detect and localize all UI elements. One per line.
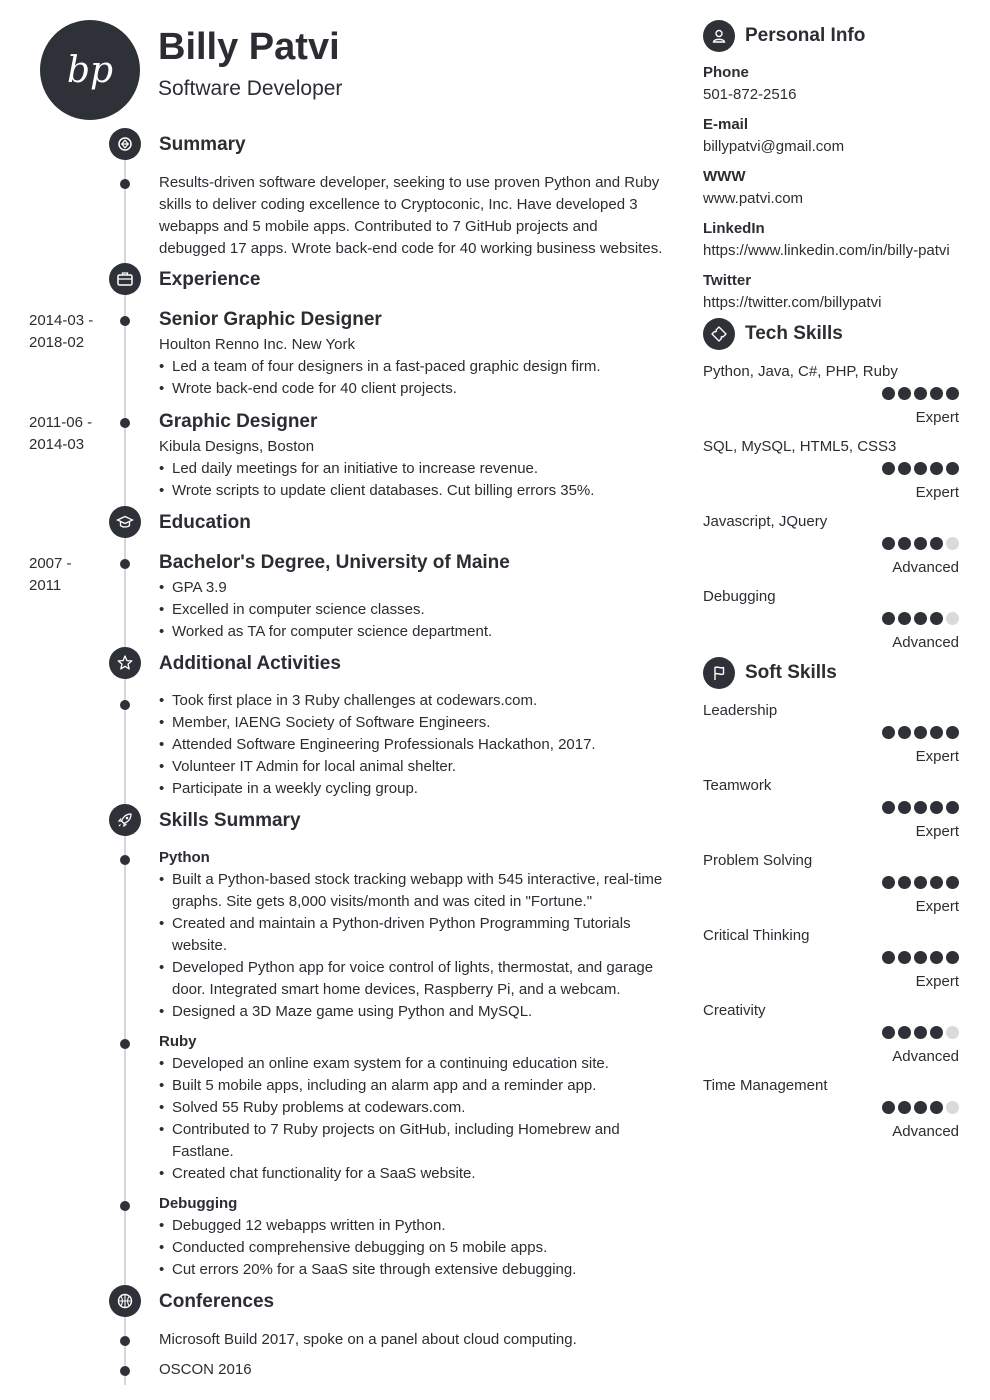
rating-dot-filled — [930, 801, 943, 814]
soft-skill — [703, 1077, 959, 1147]
list-item-line: • Created and maintain a Python-driven Python Programming Tutorials — [172, 915, 631, 932]
list-item-line: • Conducted comprehensive debugging on 5 mobile apps. — [172, 1239, 548, 1256]
rating-dot-filled — [914, 726, 927, 739]
skill-name: Creativity — [703, 1002, 766, 1019]
rating-dot-filled — [898, 612, 911, 625]
list-item — [159, 1097, 669, 1119]
twitter-value: https://twitter.com/billypatvi — [703, 294, 882, 311]
education-date-start: 2007 - — [29, 555, 72, 572]
rating-dot-empty — [946, 612, 959, 625]
rating-dot-filled — [882, 612, 895, 625]
summary-text — [159, 172, 669, 260]
skill-level: Expert — [915, 748, 959, 765]
rating-dot-filled — [914, 537, 927, 550]
skill-group-title: Debugging — [159, 1195, 238, 1212]
tech-skill — [703, 588, 959, 658]
rating-dot-filled — [914, 1101, 927, 1114]
avatar-initials: bp — [66, 49, 114, 91]
skill-level: Expert — [915, 973, 959, 990]
skill-group-bullets — [159, 1215, 669, 1281]
rating-dot-filled — [898, 1026, 911, 1039]
list-item — [159, 1075, 669, 1097]
summary-line: webapps and 5 mobile apps. Contributed to 7 GitHub projects and — [159, 218, 598, 235]
timeline-dot — [120, 1366, 130, 1376]
skill-level: Expert — [915, 484, 959, 501]
rating-dot-filled — [898, 801, 911, 814]
timeline-dot — [120, 418, 130, 428]
rating-dot-filled — [930, 1101, 943, 1114]
skill-name: Leadership — [703, 702, 778, 719]
rating-dot-filled — [882, 1101, 895, 1114]
skill-name: Problem Solving — [703, 852, 813, 869]
section-title-conferences: Conferences — [159, 1291, 275, 1312]
summary-line: Results-driven software developer, seeking to use proven Python and Ruby — [159, 174, 660, 191]
list-item-line: • Contributed to 7 Ruby projects on GitHub, including Homebrew and — [172, 1121, 620, 1138]
list-item-line: graphs. Site gets 8,000 visits/month and was cited in "Fortune." — [172, 893, 593, 910]
list-item-line: • Debugged 12 webapps written in Python. — [172, 1217, 446, 1234]
list-item: • Member, IAENG Society of Software Engineers. — [159, 712, 669, 734]
education-bullets — [159, 577, 669, 643]
rating-dot-filled — [914, 387, 927, 400]
job-company: Houlton Renno Inc. New York — [159, 336, 355, 353]
skill-name: SQL, MySQL, HTML5, CSS3 — [703, 438, 897, 455]
list-item: • Worked as TA for computer science department. — [159, 621, 669, 643]
list-item: • Took first place in 3 Ruby challenges at codewars.com. — [159, 690, 669, 712]
list-item — [159, 869, 669, 913]
rating-dot-filled — [930, 612, 943, 625]
list-item: • Led daily meetings for an initiative to increase revenue. — [159, 458, 669, 480]
rating-dot-filled — [946, 801, 959, 814]
rating-dot-filled — [898, 537, 911, 550]
list-item — [159, 1163, 669, 1185]
skill-rating — [882, 1101, 959, 1114]
linkedin-value: https://www.linkedin.com/in/billy-patvi — [703, 242, 950, 259]
skill-level: Advanced — [892, 1048, 959, 1065]
rating-dot-filled — [930, 951, 943, 964]
list-item-line: • Designed a 3D Maze game using Python and MySQL. — [172, 1003, 533, 1020]
list-item-line: • Developed an online exam system for a continuing education site. — [172, 1055, 609, 1072]
rating-dot-filled — [946, 387, 959, 400]
timeline-dot — [120, 1201, 130, 1211]
list-item — [159, 1215, 669, 1237]
job-date-start: 2011-06 - — [29, 414, 93, 431]
job-date-end: 2018-02 — [29, 334, 85, 351]
degree-title: Bachelor's Degree, University of Maine — [159, 552, 510, 573]
list-item: • Led a team of four designers in a fast-paced graphic design firm. — [159, 356, 669, 378]
phone-label: Phone — [703, 64, 749, 81]
skill-rating — [882, 1026, 959, 1039]
skill-name: Debugging — [703, 588, 776, 605]
timeline-dot — [120, 559, 130, 569]
job-company: Kibula Designs, Boston — [159, 438, 315, 455]
skill-group-title: Ruby — [159, 1033, 197, 1050]
summary-line: skills to deliver coding excellence to Cryptoconic, Inc. Have developed 3 — [159, 196, 638, 213]
job-date — [29, 310, 119, 354]
list-item-line: • Solved 55 Ruby problems at codewars.com. — [172, 1099, 466, 1116]
rating-dot-filled — [930, 726, 943, 739]
rating-dot-filled — [898, 1101, 911, 1114]
rating-dot-filled — [882, 726, 895, 739]
rating-dot-filled — [946, 951, 959, 964]
section-title-skills-summary: Skills Summary — [159, 810, 301, 831]
rating-dot-filled — [930, 387, 943, 400]
skill-rating — [882, 537, 959, 550]
twitter-label: Twitter — [703, 272, 752, 289]
skill-level: Expert — [915, 898, 959, 915]
education-date-end: 2011 — [29, 577, 62, 594]
list-item-line: • Created chat functionality for a SaaS website. — [172, 1165, 476, 1182]
briefcase-icon — [109, 263, 141, 295]
www-value: www.patvi.com — [703, 190, 804, 207]
conference-item: OSCON 2016 — [159, 1361, 252, 1378]
skill-rating — [882, 801, 959, 814]
rating-dot-filled — [946, 876, 959, 889]
email-value: billypatvi@gmail.com — [703, 138, 845, 155]
rating-dot-filled — [914, 462, 927, 475]
rating-dot-filled — [898, 951, 911, 964]
skill-level: Expert — [915, 409, 959, 426]
timeline-dot — [120, 316, 130, 326]
job-date-start: 2014-03 - — [29, 312, 94, 329]
skill-name: Critical Thinking — [703, 927, 810, 944]
star-icon — [109, 647, 141, 679]
rating-dot-filled — [946, 462, 959, 475]
timeline-dot — [120, 1039, 130, 1049]
list-item: • Wrote scripts to update client databases. Cut billing errors 35%. — [159, 480, 669, 502]
rocket-icon — [109, 804, 141, 836]
skill-rating — [882, 612, 959, 625]
job-title: Senior Graphic Designer — [159, 309, 382, 330]
list-item — [159, 1237, 669, 1259]
conference-item: Microsoft Build 2017, spoke on a panel about cloud computing. — [159, 1331, 577, 1348]
rating-dot-filled — [914, 612, 927, 625]
skill-rating — [882, 726, 959, 739]
list-item — [159, 1053, 669, 1075]
rating-dot-filled — [882, 951, 895, 964]
timeline-dot — [120, 855, 130, 865]
job-date — [29, 412, 119, 456]
rating-dot-filled — [898, 876, 911, 889]
timeline-dot — [120, 700, 130, 710]
soft-skill — [703, 1002, 959, 1072]
www-label: WWW — [703, 168, 746, 185]
skill-group-bullets — [159, 1053, 669, 1185]
list-item-line: • Built 5 mobile apps, including an alarm app and a reminder app. — [172, 1077, 597, 1094]
skill-group-bullets — [159, 869, 669, 1023]
linkedin-label: LinkedIn — [703, 220, 765, 237]
skill-rating — [882, 951, 959, 964]
graduation-cap-icon — [109, 506, 141, 538]
list-item-line: door. Integrated smart home devices, Raspberry Pi, and a webcam. — [172, 981, 621, 998]
education-date — [29, 553, 119, 597]
rating-dot-empty — [946, 537, 959, 550]
tech-skill — [703, 438, 959, 508]
list-item-line: • Cut errors 20% for a SaaS site through extensive debugging. — [172, 1261, 577, 1278]
skill-group-title: Python — [159, 849, 210, 866]
puzzle-icon — [703, 318, 735, 350]
skill-rating — [882, 387, 959, 400]
job-bullets — [159, 356, 669, 400]
rating-dot-filled — [882, 801, 895, 814]
section-title-summary: Summary — [159, 134, 246, 155]
list-item — [159, 1259, 669, 1281]
soft-skill — [703, 927, 959, 997]
summary-icon — [109, 128, 141, 160]
rating-dot-filled — [898, 726, 911, 739]
skill-rating — [882, 876, 959, 889]
list-item — [159, 913, 669, 957]
list-item: • GPA 3.9 — [159, 577, 669, 599]
soft-skill — [703, 702, 959, 772]
rating-dot-filled — [882, 1026, 895, 1039]
soft-skills-title: Soft Skills — [745, 662, 837, 683]
rating-dot-filled — [930, 537, 943, 550]
personal-info-title: Personal Info — [745, 25, 866, 46]
job-title: Graphic Designer — [159, 411, 318, 432]
list-item — [159, 1119, 669, 1163]
skill-name: Time Management — [703, 1077, 828, 1094]
skill-level: Advanced — [892, 559, 959, 576]
soft-skill — [703, 852, 959, 922]
rating-dot-filled — [930, 876, 943, 889]
list-item-line: website. — [172, 937, 228, 954]
job-bullets — [159, 458, 669, 502]
timeline-dot — [120, 1336, 130, 1346]
candidate-role: Software Developer — [158, 77, 343, 100]
rating-dot-empty — [946, 1026, 959, 1039]
timeline-line — [124, 150, 126, 1385]
activities-list — [159, 690, 669, 800]
rating-dot-filled — [898, 387, 911, 400]
user-icon — [703, 20, 735, 52]
rating-dot-filled — [914, 876, 927, 889]
list-item: • Excelled in computer science classes. — [159, 599, 669, 621]
tech-skill — [703, 513, 959, 583]
section-title-experience: Experience — [159, 269, 261, 290]
skill-name: Teamwork — [703, 777, 772, 794]
rating-dot-filled — [914, 1026, 927, 1039]
summary-line: debugged 17 apps. Wrote back-end code for 40 working business websites. — [159, 240, 663, 257]
section-title-education: Education — [159, 512, 251, 533]
basketball-icon — [109, 1285, 141, 1317]
skill-name: Javascript, JQuery — [703, 513, 828, 530]
flag-icon — [703, 657, 735, 689]
rating-dot-empty — [946, 1101, 959, 1114]
list-item: • Participate in a weekly cycling group. — [159, 778, 669, 800]
email-label: E-mail — [703, 116, 749, 133]
phone-value: 501-872-2516 — [703, 86, 797, 103]
list-item: • Volunteer IT Admin for local animal shelter. — [159, 756, 669, 778]
skill-name: Python, Java, C#, PHP, Ruby — [703, 363, 898, 380]
timeline-dot — [120, 179, 130, 189]
rating-dot-filled — [930, 1026, 943, 1039]
soft-skill — [703, 777, 959, 847]
list-item-line: • Developed Python app for voice control of lights, thermostat, and garage — [172, 959, 654, 976]
rating-dot-filled — [882, 462, 895, 475]
list-item-line: Fastlane. — [172, 1143, 234, 1160]
list-item — [159, 957, 669, 1001]
skill-rating — [882, 462, 959, 475]
list-item — [159, 1001, 669, 1023]
candidate-name: Billy Patvi — [158, 26, 340, 68]
skill-level: Advanced — [892, 634, 959, 651]
rating-dot-filled — [882, 537, 895, 550]
rating-dot-filled — [882, 876, 895, 889]
skill-level: Expert — [915, 823, 959, 840]
rating-dot-filled — [930, 462, 943, 475]
list-item: • Attended Software Engineering Professionals Hackathon, 2017. — [159, 734, 669, 756]
skill-level: Advanced — [892, 1123, 959, 1140]
tech-skill — [703, 363, 959, 433]
rating-dot-filled — [914, 801, 927, 814]
list-item-line: • Built a Python-based stock tracking webapp with 545 interactive, real-time — [172, 871, 663, 888]
job-date-end: 2014-03 — [29, 436, 85, 453]
section-title-activities: Additional Activities — [159, 653, 341, 674]
rating-dot-filled — [946, 726, 959, 739]
rating-dot-filled — [914, 951, 927, 964]
tech-skills-title: Tech Skills — [745, 323, 843, 344]
avatar — [40, 20, 140, 120]
list-item: • Wrote back-end code for 40 client projects. — [159, 378, 669, 400]
rating-dot-filled — [898, 462, 911, 475]
rating-dot-filled — [882, 387, 895, 400]
